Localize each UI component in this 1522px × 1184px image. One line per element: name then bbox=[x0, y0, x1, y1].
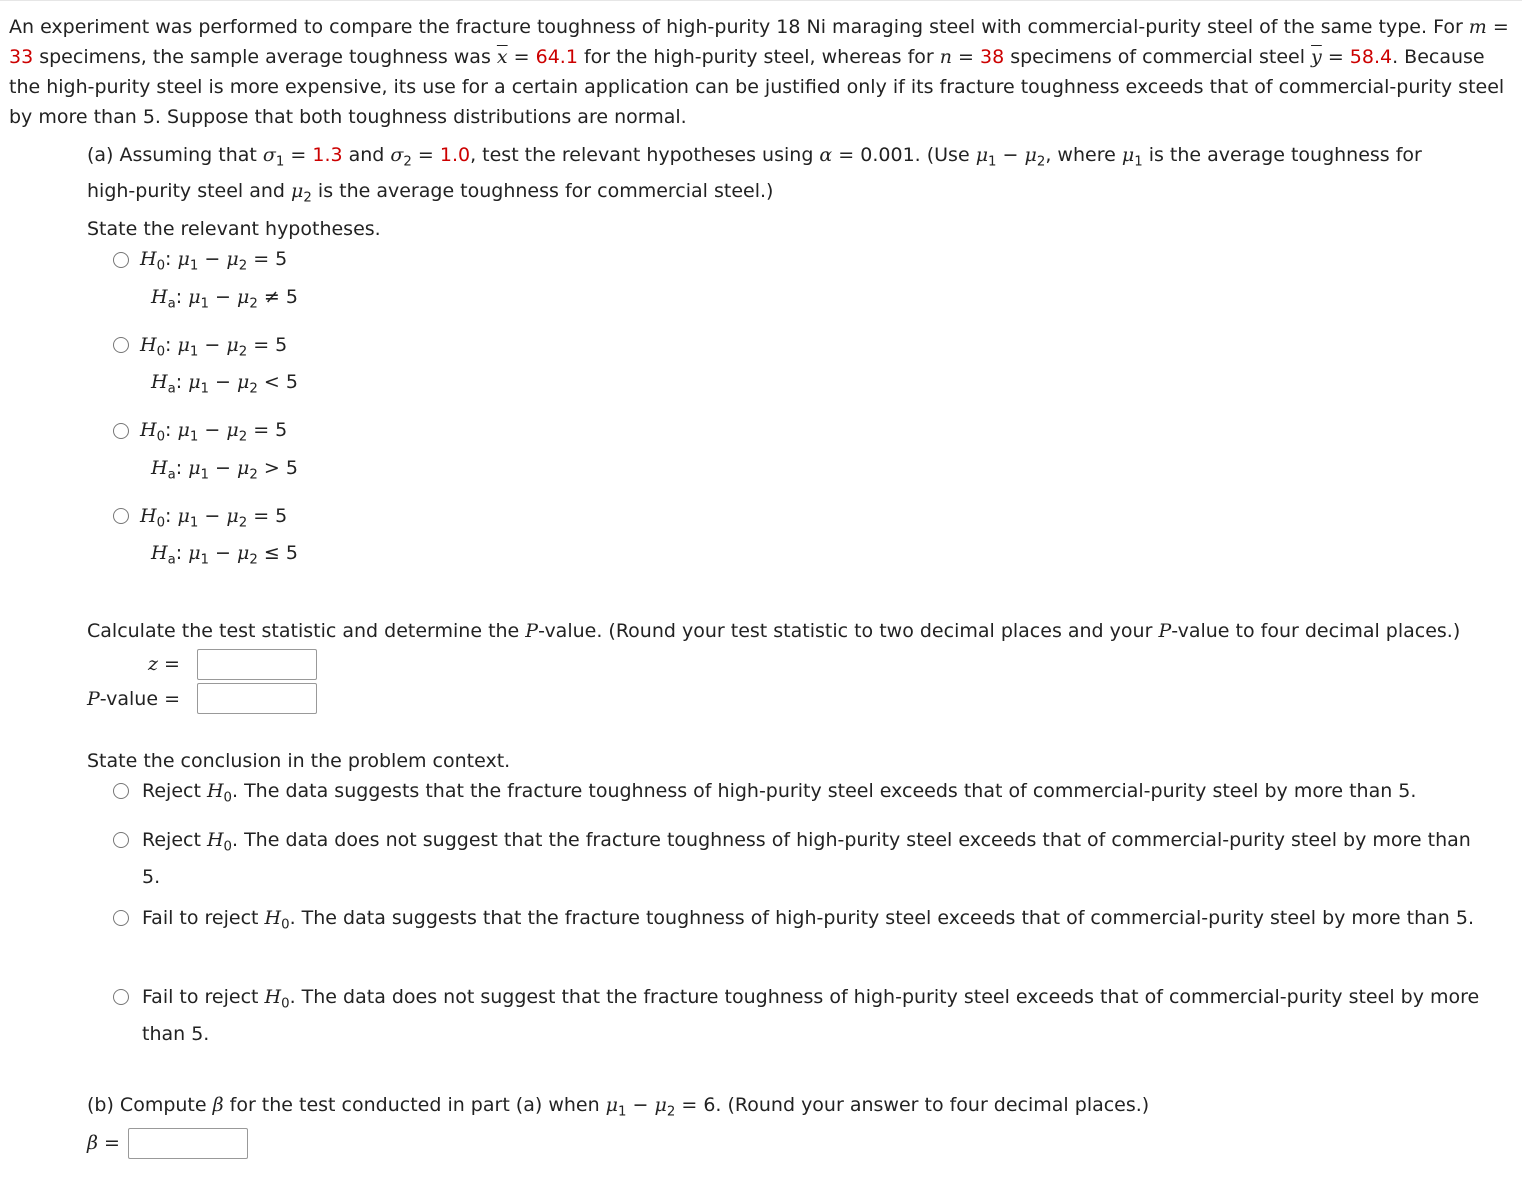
problem-intro: An experiment was performed to compare the fracture toughness of high-purity 18 Ni maraging steel with commercial-purity steel of the same type. For m = 33 specimens, the sample average toughness was $\overline{x} = 64.1$ for the high-purity steel, whereas for n = 38 specimens of commercial steel $\overline{y} = 58.4$. Because the high-purity steel is more expensive, its use for a certain application can be justified only if its fracture toughness exceeds that of commercial-purity steel by more than 5. Suppose that both toughness distributions are normal. bbox=[9, 16, 1509, 128]
n-value: 38 bbox=[980, 46, 1005, 68]
y-bar-value: 58.4 bbox=[1349, 46, 1393, 68]
part-a-instructions-line2: high-purity steel and $\mu_2$ is the average toughness for commercial steel.) bbox=[87, 180, 774, 206]
m-value: 33 bbox=[9, 46, 34, 68]
y-bar-variable: $\overline{y}$ bbox=[1311, 46, 1322, 68]
pvalue-label: P-value = bbox=[87, 688, 180, 710]
sigma2-value: 1.0 bbox=[439, 144, 471, 166]
beta-input[interactable] bbox=[128, 1128, 248, 1159]
conclusion-heading: State the conclusion in the problem context. bbox=[87, 750, 511, 772]
part-a-instructions-line1: (a) Assuming that $\sigma_1 = 1.3$ and $\sigma_2 = 1.0$, test the relevant hypotheses using α = 0.001. (Use $\mu_1 - \mu_2$, where $\mu_1$ is the average toughness for bbox=[87, 144, 1422, 170]
conclusion-radio-4[interactable] bbox=[113, 989, 129, 1005]
z-label: z = bbox=[148, 653, 180, 675]
hypothesis-radio-2[interactable] bbox=[113, 337, 129, 353]
calc-instructions: Calculate the test statistic and determine the P-value. (Round your test statistic to two decimal places and your P-value to four decimal places.) bbox=[87, 620, 1461, 642]
conclusion-radio-3[interactable] bbox=[113, 910, 129, 926]
n-variable: n bbox=[939, 46, 952, 68]
hypothesis-radio-4[interactable] bbox=[113, 508, 129, 524]
part-b-instructions: (b) Compute β for the test conducted in part (a) when $\mu_1 - \mu_2 = 6$. (Round your answer to four decimal places.) bbox=[87, 1094, 1150, 1120]
top-divider bbox=[0, 0, 1522, 1]
hypothesis-radio-3[interactable] bbox=[113, 423, 129, 439]
conclusion-radio-1[interactable] bbox=[113, 783, 129, 799]
hypothesis-radio-1[interactable] bbox=[113, 252, 129, 268]
sigma1-value: 1.3 bbox=[312, 144, 343, 166]
pvalue-input[interactable] bbox=[197, 683, 317, 714]
x-bar-variable: $\overline{x}$ bbox=[496, 46, 508, 68]
state-hypotheses-heading: State the relevant hypotheses. bbox=[87, 218, 381, 240]
beta-label: β = bbox=[87, 1132, 120, 1154]
conclusion-radio-2[interactable] bbox=[113, 832, 129, 848]
z-input[interactable] bbox=[197, 649, 317, 680]
m-variable: m bbox=[1468, 16, 1487, 38]
x-bar-value: 64.1 bbox=[535, 46, 578, 68]
